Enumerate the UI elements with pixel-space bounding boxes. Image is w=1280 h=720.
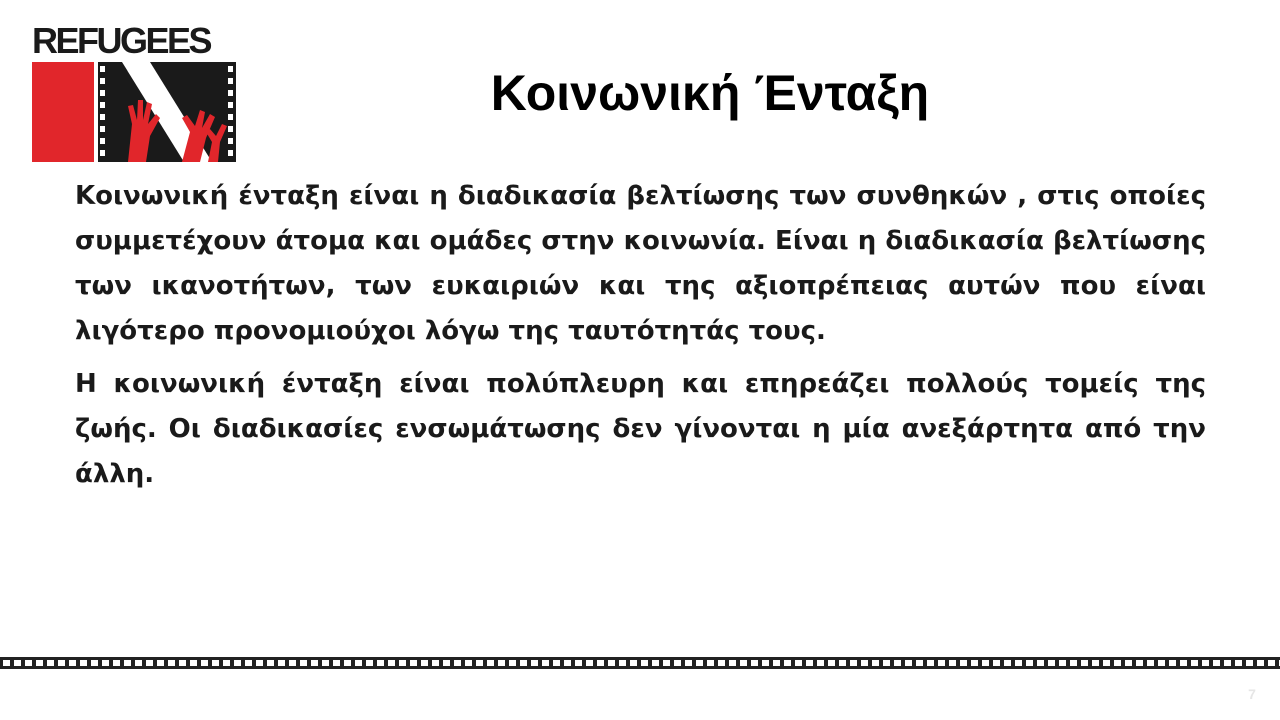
slide-body [75,174,1206,505]
body-paragraph-2: Η κοινωνική ένταξη είναι πολύπλευρη και επηρεάζει πολλούς τομείς της ζωής. Οι διαδικασίες ενσωμάτωσης δεν γίνονται η μία ανεξάρτητα από την άλλη. [75,369,1206,489]
slide-title: Κοινωνική Ένταξη [490,65,930,121]
logo-red-block [32,62,94,162]
body-paragraph-1: Κοινωνική ένταξη είναι η διαδικασία βελτίωσης των συνθηκών , στις οποίες συμμετέχουν άτομα και ομάδες στην κοινωνία. Είναι η διαδικασία βελτίωσης των ικανοτήτων, των ευκαιριών και της αξιοπρέπειας αυτών που είναι λιγότερο προνομιούχοι λόγω της ταυτότητάς τους. [75,181,1206,346]
page-number: 7 [1248,686,1256,702]
logo-wordmark: REFUGEES [32,20,211,61]
refugees-in-logo [32,20,236,161]
logo-hands-graphic [32,62,236,162]
filmstrip-divider [0,657,1280,669]
